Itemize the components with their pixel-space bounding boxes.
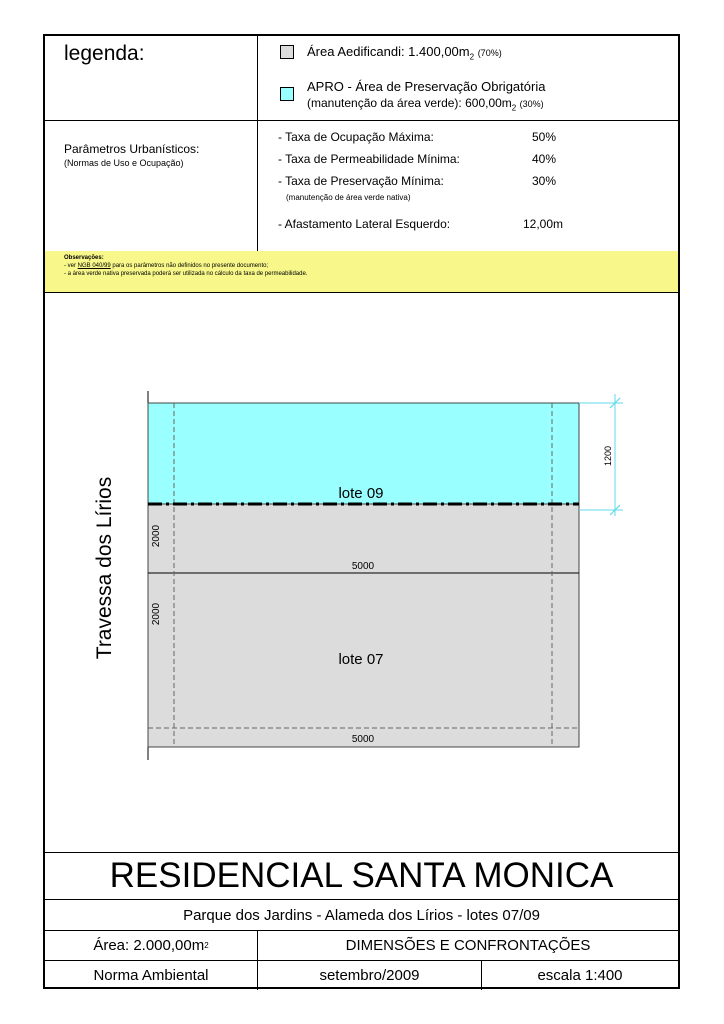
legend-divider <box>45 120 678 121</box>
project-subtitle: Parque dos Jardins - Alameda dos Lírios - lotes 07/09 <box>183 906 540 924</box>
dim-width-top-label: 5000 <box>351 561 375 572</box>
dim-apro-depth-label: 1200 <box>603 445 613 467</box>
parameters-subtitle: (Normas de Uso e Ocupação) <box>64 158 184 168</box>
apro-label-line2: (manutenção da área verde): $600,00m_2$ (30%) <box>307 96 544 113</box>
site-plan <box>45 294 678 852</box>
built-area-label: Área Aedificandi: $1.400,00m_2$ (70%) <box>307 44 502 62</box>
param-value: 50% <box>532 130 557 144</box>
dim-width-bottom-label: 5000 <box>351 734 375 745</box>
discipline-label: Norma Ambiental <box>93 967 209 984</box>
observations-box <box>45 251 678 292</box>
observations-line2: - a área verde nativa preservada poderá ser utilizada no cálculo da taxa de permeabilidade. <box>64 271 308 277</box>
param-value: 30% <box>532 174 557 188</box>
date-label: setembro/2009 <box>319 967 420 984</box>
observations-line1: - ver NGB 040/99 para os parâmetros não definidos no presente documento; <box>64 263 269 269</box>
built-area <box>148 504 579 747</box>
param-note: (manutenção de área verde nativa) <box>286 193 411 202</box>
observations-divider <box>45 292 678 293</box>
legend-title: legenda: <box>64 42 145 65</box>
param-label: - Taxa de Preservação Mínima: <box>278 174 444 188</box>
street-name-label: Travessa dos Lírios <box>93 476 116 660</box>
param-label: - Taxa de Ocupação Máxima: <box>278 130 434 144</box>
header-divider <box>257 36 258 251</box>
observations-title: Observações: <box>64 255 104 261</box>
param-value: 40% <box>532 152 557 166</box>
lot-upper-label: lote 09 <box>338 485 384 502</box>
drawing-sheet <box>43 34 680 989</box>
title-block-top <box>45 852 678 853</box>
dim-height-upper-label: 2000 <box>151 524 162 548</box>
param-value: 12,00m <box>523 217 564 231</box>
area-label: Área: 2.000,00m 2 <box>93 937 209 954</box>
built-area-swatch <box>280 45 294 59</box>
apro-label-line1: APRO - Área de Preservação Obrigatória <box>307 79 546 94</box>
dim-height-lower-label: 2000 <box>151 602 162 626</box>
parameters-title: Parâmetros Urbanísticos: <box>64 142 200 156</box>
param-label: - Taxa de Permeabilidade Mínima: <box>278 152 460 166</box>
sheet-title: DIMENSÕES E CONFRONTAÇÕES <box>345 937 591 954</box>
param-label: - Afastamento Lateral Esquerdo: <box>278 217 451 231</box>
lot-lower-label: lote 07 <box>338 651 384 668</box>
scale-label: escala 1:400 <box>537 967 623 984</box>
ngb-link[interactable]: NGB 040/99 <box>77 263 111 269</box>
apro-swatch <box>280 87 294 101</box>
project-title: RESIDENCIAL SANTA MONICA <box>109 856 614 895</box>
